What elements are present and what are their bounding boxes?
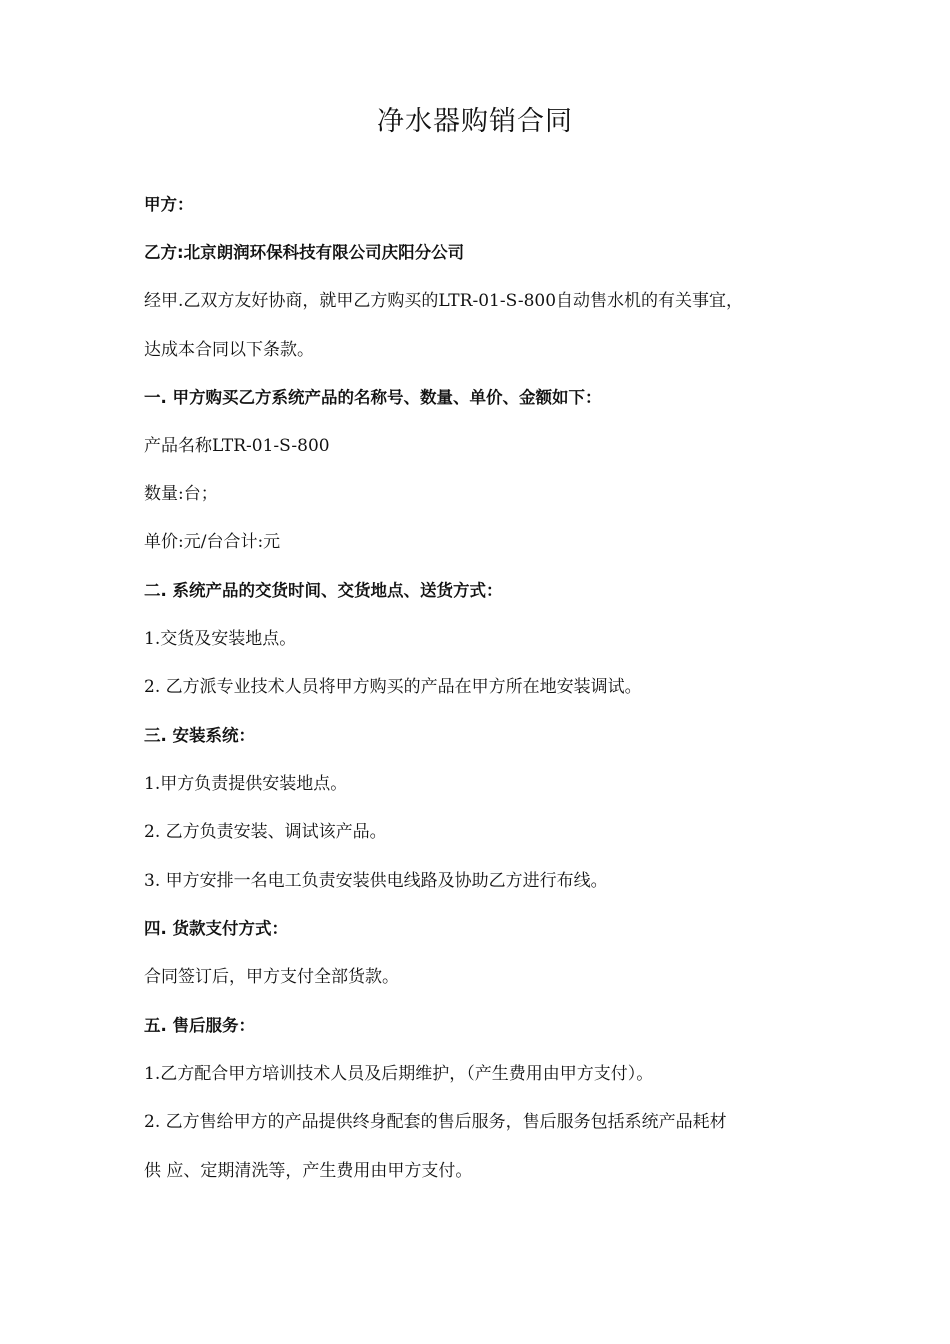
section-2-item-1: 1.交货及安装地点。 xyxy=(144,629,297,649)
section-5-item-2-line-1: 2. 乙方售给甲方的产品提供终身配套的售后服务，售后服务包括系统产品耗材 xyxy=(144,1112,727,1132)
section-3-heading: 三. 安装系统： xyxy=(144,726,256,745)
party-b-label: 乙方:北京朗润环保科技有限公司庆阳分公司 xyxy=(144,243,465,262)
section-5-heading: 五. 售后服务： xyxy=(144,1016,256,1035)
section-4-item-1: 合同签订后，甲方支付全部货款。 xyxy=(144,967,399,987)
section-2-heading: 二. 系统产品的交货时间、交货地点、送货方式： xyxy=(144,581,503,600)
section-5-item-2-line-2: 供 应、定期清洗等，产生费用由甲方支付。 xyxy=(144,1161,473,1181)
intro-paragraph-line-1: 经甲.乙双方友好协商，就甲乙方购买的LTR-01-S-800自动售水机的有关事宜， xyxy=(144,291,744,311)
section-3-item-3: 3. 甲方安排一名电工负责安装供电线路及协助乙方进行布线。 xyxy=(144,871,608,891)
section-1-item-product-name: 产品名称LTR-01-S-800 xyxy=(144,436,330,456)
section-1-heading: 一. 甲方购买乙方系统产品的名称号、数量、单价、金额如下： xyxy=(144,388,602,407)
section-1-item-price: 单价:元/台合计:元 xyxy=(144,532,281,552)
party-a-label: 甲方： xyxy=(144,195,194,214)
section-2-item-2: 2. 乙方派专业技术人员将甲方购买的产品在甲方所在地安装调试。 xyxy=(144,677,642,697)
section-4-heading: 四. 货款支付方式： xyxy=(144,919,289,938)
section-1-item-quantity: 数量:台； xyxy=(144,484,218,504)
document-title: 净水器购销合同 xyxy=(377,106,573,137)
section-3-item-1: 1.甲方负责提供安装地点。 xyxy=(144,774,348,794)
section-5-item-1: 1.乙方配合甲方培训技术人员及后期维护，（产生费用由甲方支付）。 xyxy=(144,1064,654,1084)
section-3-item-2: 2. 乙方负责安装、调试该产品。 xyxy=(144,822,387,842)
intro-paragraph-line-2: 达成本合同以下条款。 xyxy=(144,340,314,360)
